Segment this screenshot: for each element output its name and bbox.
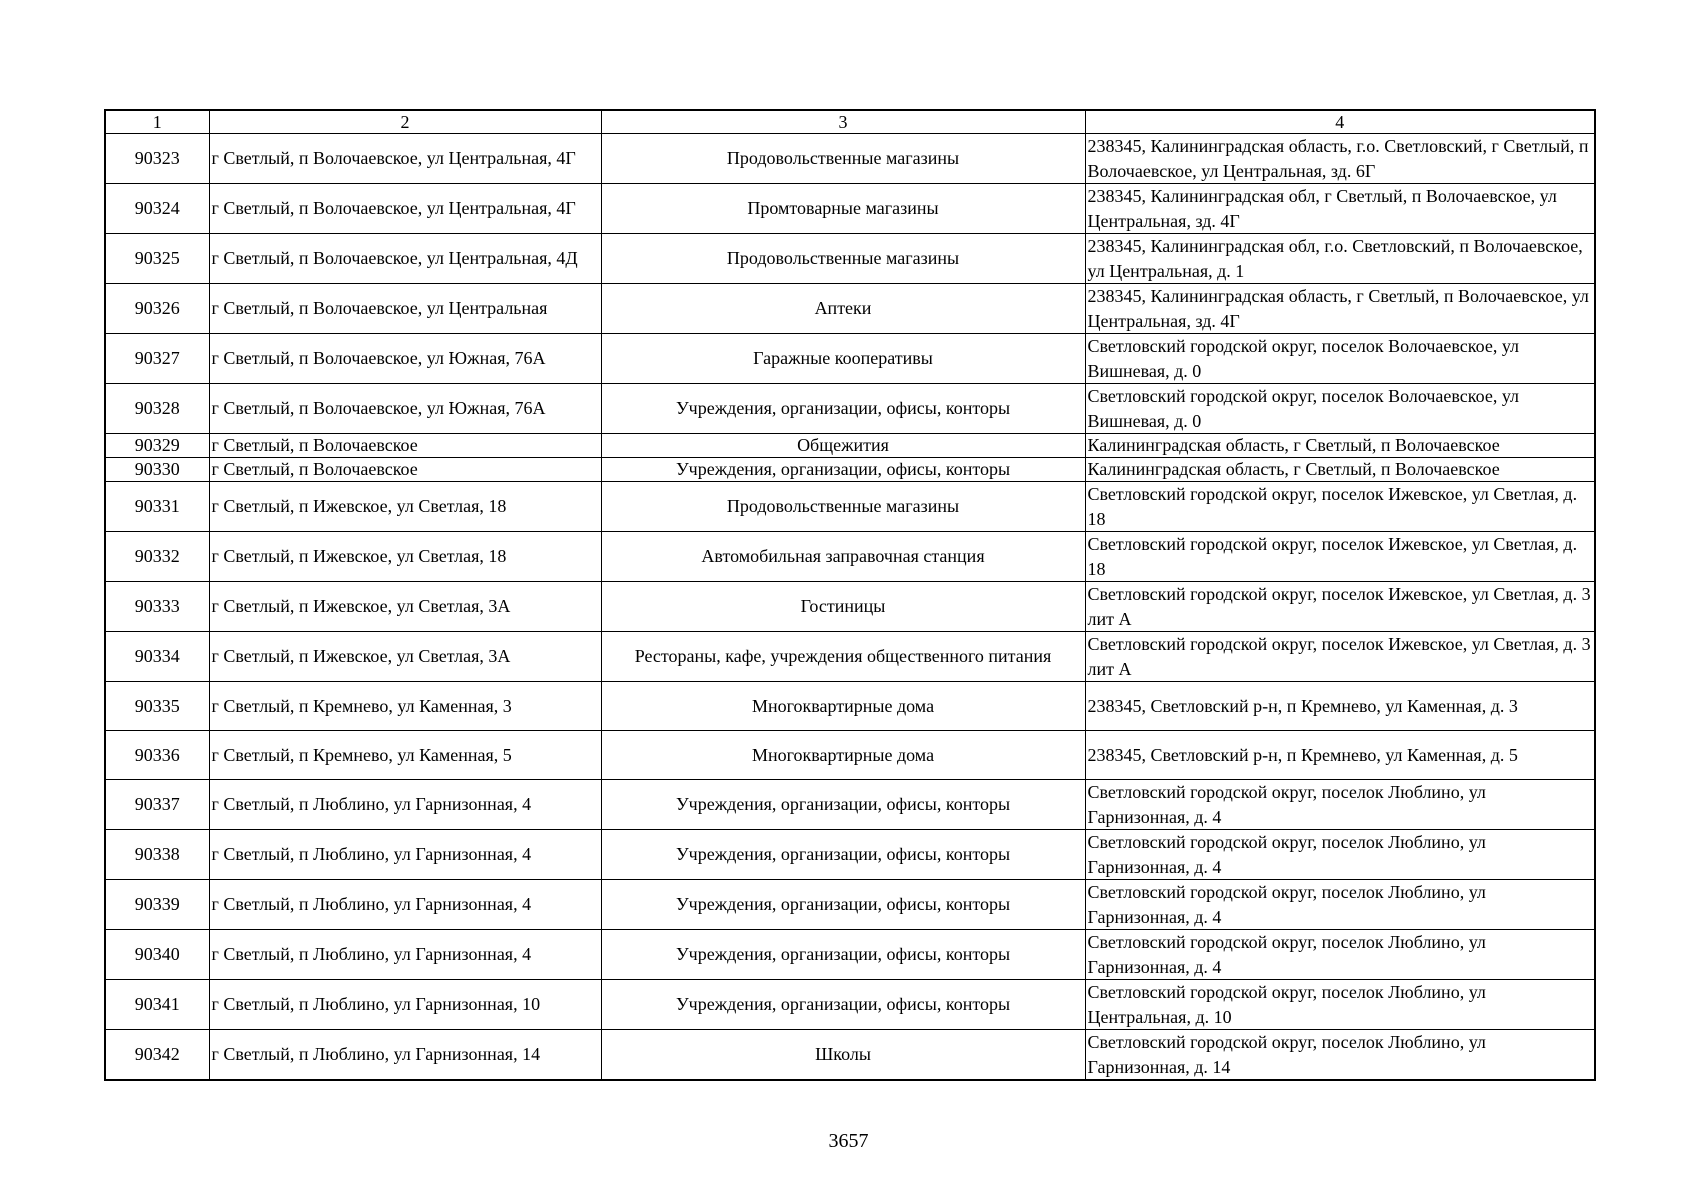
address-cell: г Светлый, п Волочаевское, ул Центральная, 4Д: [209, 234, 601, 284]
header-cell-3: 3: [601, 110, 1085, 134]
address-cell: г Светлый, п Люблино, ул Гарнизонная, 4: [209, 880, 601, 930]
address-cell: г Светлый, п Люблино, ул Гарнизонная, 14: [209, 1030, 601, 1081]
category-cell: Школы: [601, 1030, 1085, 1081]
page-number: 3657: [828, 1130, 869, 1152]
table-row: [105, 434, 1595, 458]
full-address-cell: 238345, Светловский р-н, п Кремнево, ул Каменная, д. 5: [1085, 731, 1595, 780]
address-cell: г Светлый, п Волочаевское, ул Южная, 76А: [209, 334, 601, 384]
address-cell: г Светлый, п Люблино, ул Гарнизонная, 4: [209, 930, 601, 980]
header-cell-4: 4: [1085, 110, 1595, 134]
category-cell: Учреждения, организации, офисы, конторы: [601, 830, 1085, 880]
row-number-cell: 90338: [105, 830, 209, 880]
address-cell: г Светлый, п Волочаевское, ул Центральная, 4Г: [209, 134, 601, 184]
category-cell: Аптеки: [601, 284, 1085, 334]
table-header: [105, 110, 1595, 134]
full-address-cell: Светловский городской округ, поселок Ижевское, ул Светлая, д. 18: [1085, 532, 1595, 582]
full-address-cell: Светловский городской округ, поселок Люблино, ул Центральная, д. 10: [1085, 980, 1595, 1030]
category-cell: Промтоварные магазины: [601, 184, 1085, 234]
full-address-cell: Светловский городской округ, поселок Люблино, ул Гарнизонная, д. 4: [1085, 930, 1595, 980]
category-cell: Продовольственные магазины: [601, 234, 1085, 284]
full-address-cell: Светловский городской округ, поселок Люблино, ул Гарнизонная, д. 4: [1085, 780, 1595, 830]
address-cell: г Светлый, п Люблино, ул Гарнизонная, 4: [209, 780, 601, 830]
table-row: [105, 632, 1595, 682]
row-number-cell: 90335: [105, 682, 209, 731]
table-row: [105, 234, 1595, 284]
address-cell: г Светлый, п Кремнево, ул Каменная, 3: [209, 682, 601, 731]
address-cell: г Светлый, п Ижевское, ул Светлая, 18: [209, 532, 601, 582]
category-cell: Учреждения, организации, офисы, конторы: [601, 458, 1085, 482]
address-cell: г Светлый, п Люблино, ул Гарнизонная, 4: [209, 830, 601, 880]
row-number-cell: 90336: [105, 731, 209, 780]
full-address-cell: Калининградская область, г Светлый, п Волочаевское: [1085, 434, 1595, 458]
row-number-cell: 90329: [105, 434, 209, 458]
table-row: [105, 731, 1595, 780]
table-body: [105, 134, 1595, 1081]
row-number-cell: 90326: [105, 284, 209, 334]
full-address-cell: Калининградская область, г Светлый, п Волочаевское: [1085, 458, 1595, 482]
table-row: [105, 334, 1595, 384]
table-row: [105, 880, 1595, 930]
category-cell: Многоквартирные дома: [601, 731, 1085, 780]
category-cell: Рестораны, кафе, учреждения общественного питания: [601, 632, 1085, 682]
table-row: [105, 134, 1595, 184]
category-cell: Учреждения, организации, офисы, конторы: [601, 980, 1085, 1030]
row-number-cell: 90339: [105, 880, 209, 930]
row-number-cell: 90328: [105, 384, 209, 434]
table-row: [105, 930, 1595, 980]
header-cell-2: 2: [209, 110, 601, 134]
category-cell: Учреждения, организации, офисы, конторы: [601, 780, 1085, 830]
address-cell: г Светлый, п Ижевское, ул Светлая, 3А: [209, 582, 601, 632]
table-row: [105, 980, 1595, 1030]
category-cell: Учреждения, организации, офисы, конторы: [601, 384, 1085, 434]
header-cell-1: 1: [105, 110, 209, 134]
table-row: [105, 582, 1595, 632]
full-address-cell: Светловский городской округ, поселок Волочаевское, ул Вишневая, д. 0: [1085, 334, 1595, 384]
row-number-cell: 90327: [105, 334, 209, 384]
data-table: [104, 109, 1596, 1081]
table-row: [105, 682, 1595, 731]
full-address-cell: Светловский городской округ, поселок Ижевское, ул Светлая, д. 3 лит А: [1085, 582, 1595, 632]
row-number-cell: 90342: [105, 1030, 209, 1081]
full-address-cell: Светловский городской округ, поселок Ижевское, ул Светлая, д. 18: [1085, 482, 1595, 532]
address-cell: г Светлый, п Ижевское, ул Светлая, 3А: [209, 632, 601, 682]
row-number-cell: 90323: [105, 134, 209, 184]
table-row: [105, 384, 1595, 434]
table-row: [105, 532, 1595, 582]
full-address-cell: Светловский городской округ, поселок Ижевское, ул Светлая, д. 3 лит А: [1085, 632, 1595, 682]
category-cell: Учреждения, организации, офисы, конторы: [601, 880, 1085, 930]
row-number-cell: 90325: [105, 234, 209, 284]
table-row: [105, 184, 1595, 234]
table-row: [105, 458, 1595, 482]
address-cell: г Светлый, п Волочаевское, ул Центральная: [209, 284, 601, 334]
row-number-cell: 90341: [105, 980, 209, 1030]
address-cell: г Светлый, п Волочаевское, ул Центральная, 4Г: [209, 184, 601, 234]
full-address-cell: 238345, Светловский р-н, п Кремнево, ул Каменная, д. 3: [1085, 682, 1595, 731]
table-row: [105, 830, 1595, 880]
full-address-cell: Светловский городской округ, поселок Люблино, ул Гарнизонная, д. 4: [1085, 830, 1595, 880]
category-cell: Продовольственные магазины: [601, 482, 1085, 532]
full-address-cell: Светловский городской округ, поселок Люблино, ул Гарнизонная, д. 4: [1085, 880, 1595, 930]
header-row: [105, 110, 1595, 134]
table-row: [105, 482, 1595, 532]
row-number-cell: 90332: [105, 532, 209, 582]
address-cell: г Светлый, п Волочаевское: [209, 434, 601, 458]
address-cell: г Светлый, п Люблино, ул Гарнизонная, 10: [209, 980, 601, 1030]
row-number-cell: 90333: [105, 582, 209, 632]
category-cell: Учреждения, организации, офисы, конторы: [601, 930, 1085, 980]
category-cell: Общежития: [601, 434, 1085, 458]
address-cell: г Светлый, п Кремнево, ул Каменная, 5: [209, 731, 601, 780]
full-address-cell: 238345, Калининградская обл, г Светлый, п Волочаевское, ул Центральная, зд. 4Г: [1085, 184, 1595, 234]
address-cell: г Светлый, п Волочаевское: [209, 458, 601, 482]
table-row: [105, 284, 1595, 334]
full-address-cell: 238345, Калининградская область, г.о. Светловский, г Светлый, п Волочаевское, ул Центральная, зд. 6Г: [1085, 134, 1595, 184]
category-cell: Многоквартирные дома: [601, 682, 1085, 731]
table-row: [105, 1030, 1595, 1081]
category-cell: Автомобильная заправочная станция: [601, 532, 1085, 582]
full-address-cell: 238345, Калининградская область, г Светлый, п Волочаевское, ул Центральная, зд. 4Г: [1085, 284, 1595, 334]
full-address-cell: Светловский городской округ, поселок Люблино, ул Гарнизонная, д. 14: [1085, 1030, 1595, 1081]
row-number-cell: 90334: [105, 632, 209, 682]
category-cell: Продовольственные магазины: [601, 134, 1085, 184]
full-address-cell: Светловский городской округ, поселок Волочаевское, ул Вишневая, д. 0: [1085, 384, 1595, 434]
row-number-cell: 90331: [105, 482, 209, 532]
row-number-cell: 90324: [105, 184, 209, 234]
row-number-cell: 90340: [105, 930, 209, 980]
full-address-cell: 238345, Калининградская обл, г.о. Светловский, п Волочаевское, ул Центральная, д. 1: [1085, 234, 1595, 284]
row-number-cell: 90330: [105, 458, 209, 482]
category-cell: Гаражные кооперативы: [601, 334, 1085, 384]
row-number-cell: 90337: [105, 780, 209, 830]
address-cell: г Светлый, п Волочаевское, ул Южная, 76А: [209, 384, 601, 434]
table-row: [105, 780, 1595, 830]
category-cell: Гостиницы: [601, 582, 1085, 632]
address-cell: г Светлый, п Ижевское, ул Светлая, 18: [209, 482, 601, 532]
